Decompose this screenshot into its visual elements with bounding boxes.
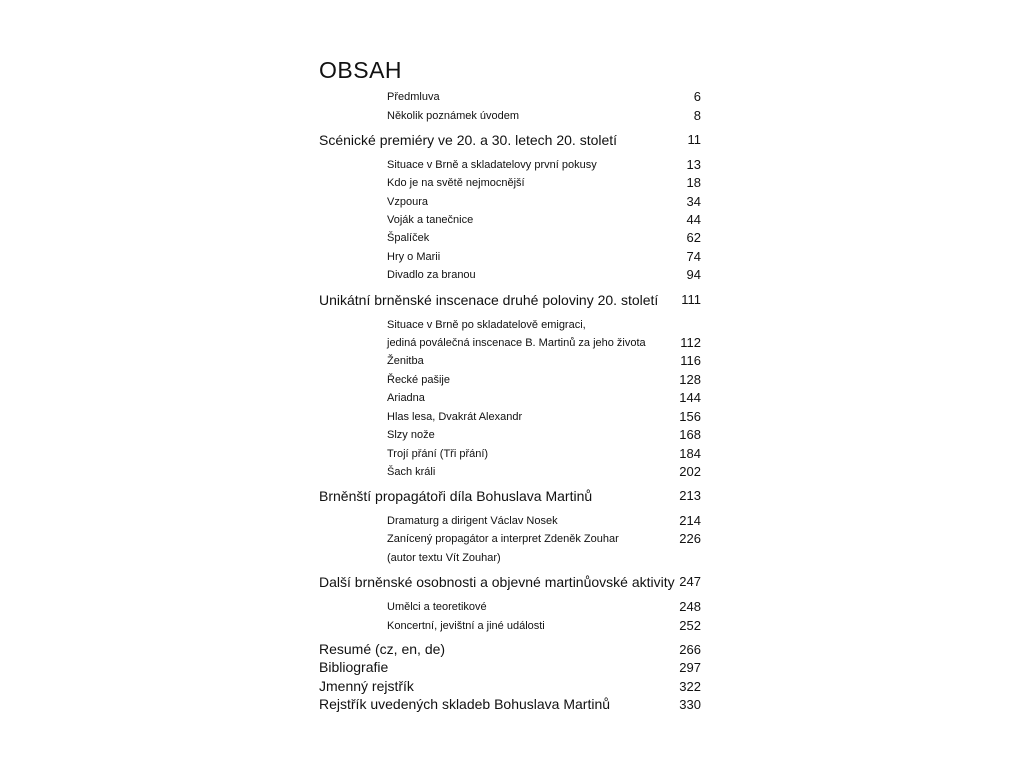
toc-entry-page: 252 bbox=[679, 618, 701, 633]
toc-entry-page: 322 bbox=[679, 679, 701, 694]
toc-entry-title: Špalíček bbox=[387, 232, 430, 244]
toc-entry-title: Umělci a teoretikové bbox=[387, 601, 487, 613]
toc-entry bbox=[387, 157, 701, 173]
toc-entry bbox=[387, 89, 701, 105]
toc-backmatter-entry bbox=[319, 640, 701, 659]
toc-entry-page: 128 bbox=[679, 372, 701, 387]
toc-backmatter-entry bbox=[319, 677, 701, 696]
toc-section-title: Bibliografie bbox=[319, 659, 389, 675]
toc-entry-page: 44 bbox=[686, 212, 701, 227]
toc-entry-title: Dramaturg a dirigent Václav Nosek bbox=[387, 515, 558, 527]
toc-section-title: Unikátní brněnské inscenace druhé poloviny 20. století bbox=[319, 292, 659, 308]
toc-section-entry bbox=[319, 290, 701, 310]
toc-entry bbox=[387, 212, 701, 228]
toc-section-title: Další brněnské osobnosti a objevné martinůovské aktivity bbox=[319, 574, 675, 590]
toc-entry bbox=[387, 372, 701, 388]
toc-entry-page: 156 bbox=[679, 409, 701, 424]
toc-entry-title: Řecké pašije bbox=[387, 374, 450, 386]
toc-entry-page: 74 bbox=[686, 249, 701, 264]
toc-section-title: Resumé (cz, en, de) bbox=[319, 641, 446, 657]
toc-entry-title: Několik poznámek úvodem bbox=[387, 110, 520, 122]
toc-entry-page: 184 bbox=[679, 446, 701, 461]
toc-entry-title: Ženitba bbox=[387, 355, 424, 367]
toc-entry-title: (autor textu Vít Zouhar) bbox=[387, 552, 501, 564]
toc-entry-page: 226 bbox=[679, 531, 701, 546]
page-title: OBSAH bbox=[319, 57, 403, 83]
toc-entry-title: Koncertní, jevištní a jiné události bbox=[387, 620, 545, 632]
toc-entry-page: 202 bbox=[679, 464, 701, 479]
toc-entry bbox=[387, 353, 701, 369]
toc-backmatter-entry bbox=[319, 658, 701, 677]
toc-entry-title: Zanícený propagátor a interpret Zdeněk Zouhar bbox=[387, 533, 619, 545]
toc-section-title: Jmenný rejstřík bbox=[319, 678, 414, 694]
toc-entry bbox=[387, 531, 701, 547]
toc-section-title: Rejstřík uvedených skladeb Bohuslava Martinů bbox=[319, 696, 611, 712]
toc-entry-page: 214 bbox=[679, 513, 701, 528]
toc-entry bbox=[387, 230, 701, 246]
toc-entry-page: 247 bbox=[679, 574, 701, 589]
toc-entry bbox=[387, 249, 701, 265]
toc-entry bbox=[387, 194, 701, 210]
toc-entry bbox=[387, 390, 701, 406]
toc-entry bbox=[387, 409, 701, 425]
toc-entry-page: 18 bbox=[686, 175, 701, 190]
toc-entry-title: Kdo je na světě nejmocnější bbox=[387, 177, 525, 189]
toc-section-entry bbox=[319, 130, 701, 150]
toc-entry-title: Předmluva bbox=[387, 91, 440, 103]
toc-entry-page: 248 bbox=[679, 599, 701, 614]
toc-entry-page: 297 bbox=[679, 660, 701, 675]
toc-entry bbox=[387, 618, 701, 634]
toc-entry-page: 62 bbox=[686, 230, 701, 245]
toc-entry bbox=[387, 464, 701, 480]
toc-entry-title: Divadlo za branou bbox=[387, 269, 476, 281]
toc-entry bbox=[387, 599, 701, 615]
toc-entry-page: 94 bbox=[686, 267, 701, 282]
toc-entry-title: Slzy nože bbox=[387, 429, 435, 441]
toc-entry-title: Trojí přání (Tři přání) bbox=[387, 448, 489, 460]
toc-entry-page: 116 bbox=[680, 353, 701, 368]
toc-entry-page: 13 bbox=[686, 157, 701, 172]
toc-entry bbox=[387, 267, 701, 283]
toc-entry-title: Ariadna bbox=[387, 392, 425, 404]
toc-entry-page: 266 bbox=[679, 642, 701, 657]
toc-entry-page: 213 bbox=[679, 488, 701, 503]
toc-entry-page: 11 bbox=[687, 132, 701, 147]
toc-entry-page: 8 bbox=[693, 108, 701, 123]
toc-entry-page: 111 bbox=[681, 292, 701, 307]
toc-entry bbox=[387, 175, 701, 191]
toc-section-entry bbox=[319, 486, 701, 506]
toc-entry-title: Hry o Marii bbox=[387, 251, 441, 263]
toc-entry-page: 330 bbox=[679, 697, 701, 712]
toc-entry-title: Hlas lesa, Dvakrát Alexandr bbox=[387, 411, 523, 423]
toc-section-title: Brněnští propagátoři díla Bohuslava Martinů bbox=[319, 488, 593, 504]
toc-entry-title: Situace v Brně po skladatelově emigraci, bbox=[387, 319, 586, 331]
toc-entry bbox=[387, 513, 701, 529]
toc-entry-page: 6 bbox=[693, 89, 701, 104]
toc-entry-title: Situace v Brně a skladatelovy první pokusy bbox=[387, 159, 597, 171]
toc-entry-title: jediná poválečná inscenace B. Martinů za jeho života bbox=[387, 337, 646, 349]
toc-backmatter-entry bbox=[319, 695, 701, 714]
toc-entry-title: Voják a tanečnice bbox=[387, 214, 474, 226]
toc-entry-page: 112 bbox=[680, 335, 701, 350]
toc-entry-page: 144 bbox=[679, 390, 701, 405]
toc-entry bbox=[387, 108, 701, 124]
toc-entry bbox=[387, 427, 701, 443]
toc-section-entry bbox=[319, 572, 701, 592]
toc-entry bbox=[387, 550, 701, 566]
toc-entry bbox=[387, 335, 701, 351]
toc-entry-page: 34 bbox=[686, 194, 701, 209]
toc-section-title: Scénické premiéry ve 20. a 30. letech 20. století bbox=[319, 132, 618, 148]
toc-entry bbox=[387, 317, 701, 333]
toc-entry bbox=[387, 446, 701, 462]
toc-entry-page: 168 bbox=[679, 427, 701, 442]
toc-entry-title: Šach králi bbox=[387, 466, 436, 478]
toc-entry-title: Vzpoura bbox=[387, 196, 428, 208]
